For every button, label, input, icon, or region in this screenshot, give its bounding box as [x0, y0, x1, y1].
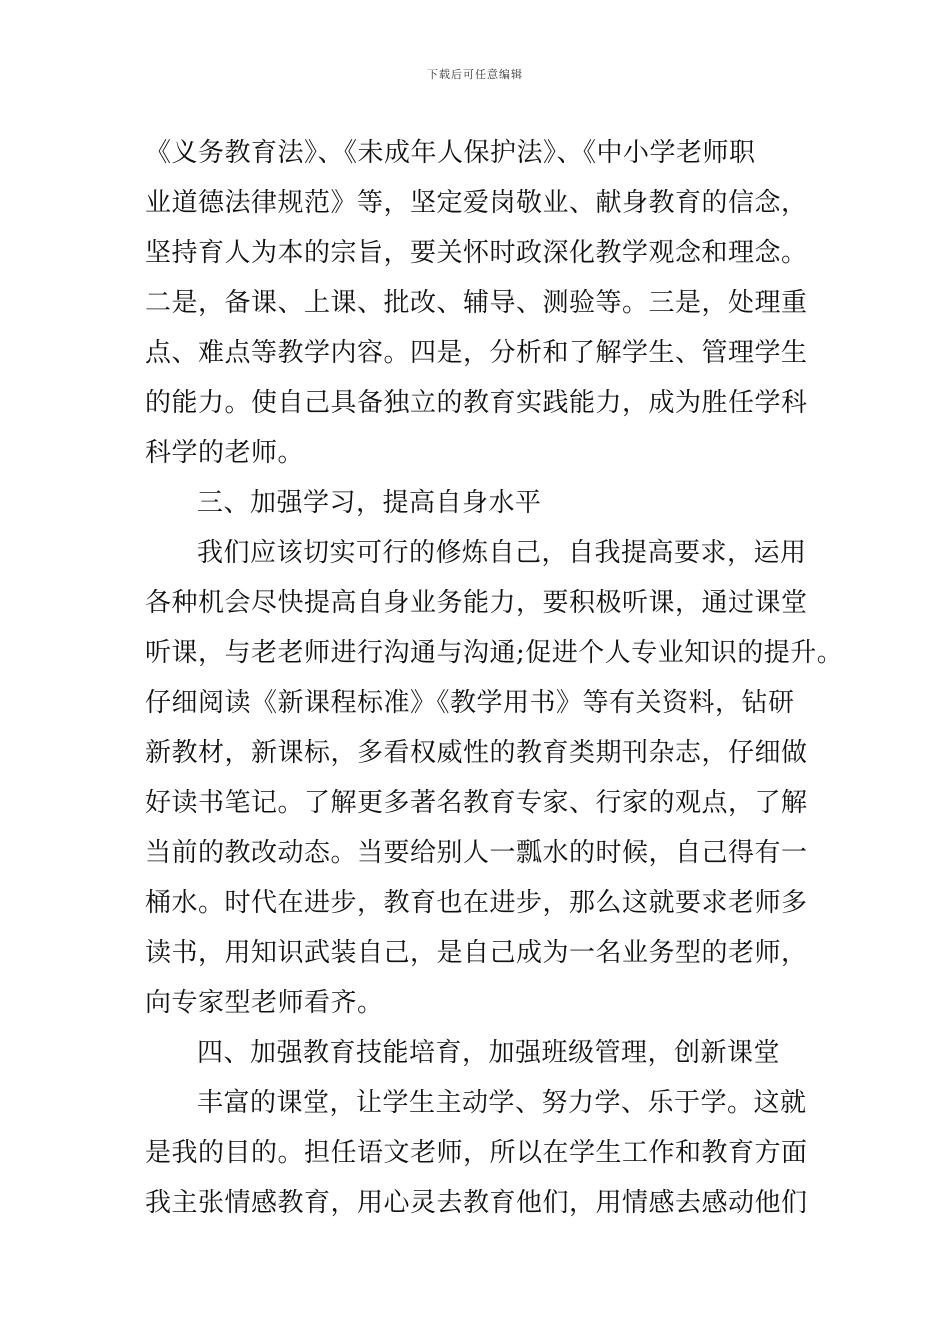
text-line: 听课，与老老师进行沟通与沟通;促进个人专业知识的提升。 — [145, 638, 844, 668]
text-line: 仔细阅读《新课程标准》《教学用书》等有关资料，钻研 — [145, 688, 795, 718]
text-line: 我们应该切实可行的修炼自己，自我提高要求，运用 — [197, 538, 807, 568]
text-line: 业道德法律规范》等，坚定爱岗敬业、献身教育的信念， — [145, 188, 808, 218]
text-line: 向专家型老师看齐。 — [145, 988, 384, 1018]
page-header: 下载后可任意编辑 — [427, 68, 523, 81]
text-line: 科学的老师。 — [145, 438, 305, 468]
text-line: 点、难点等教学内容。四是，分析和了解学生、管理学生 — [145, 338, 808, 368]
text-line: 好读书笔记。了解更多著名教育专家、行家的观点，了解 — [145, 788, 808, 818]
text-line: 《义务教育法》、《未成年人保护法》、《中小学老师职 — [145, 138, 756, 168]
document-body — [145, 128, 844, 1228]
text-line: 坚持育人为本的宗旨，要关怀时政深化教学观念和理念。 — [145, 238, 808, 268]
text-line: 二是，备课、上课、批改、辅导、测验等。三是，处理重 — [145, 288, 808, 318]
text-line: 各种机会尽快提高自身业务能力，要积极听课，通过课堂 — [145, 588, 808, 618]
text-line: 的能力。使自己具备独立的教育实践能力，成为胜任学科 — [145, 388, 808, 418]
text-line: 是我的目的。担任语文老师，所以在学生工作和教育方面 — [145, 1138, 808, 1168]
text-line: 新教材，新课标，多看权威性的教育类期刊杂志，仔细做 — [145, 738, 808, 768]
text-line: 我主张情感教育，用心灵去教育他们，用情感去感动他们 — [145, 1188, 808, 1218]
text-line: 当前的教改动态。当要给别人一瓢水的时候，自己得有一 — [145, 838, 808, 868]
text-line: 丰富的课堂，让学生主动学、努力学、乐于学。这就 — [197, 1088, 807, 1118]
text-line: 读书，用知识武装自己，是自己成为一名业务型的老师， — [145, 938, 808, 968]
section-heading-4: 四、加强教育技能培育，加强班级管理，创新课堂 — [197, 1038, 781, 1068]
section-heading-3: 三、加强学习，提高自身水平 — [197, 488, 542, 518]
text-line: 桶水。时代在进步，教育也在进步，那么这就要求老师多 — [145, 888, 808, 918]
